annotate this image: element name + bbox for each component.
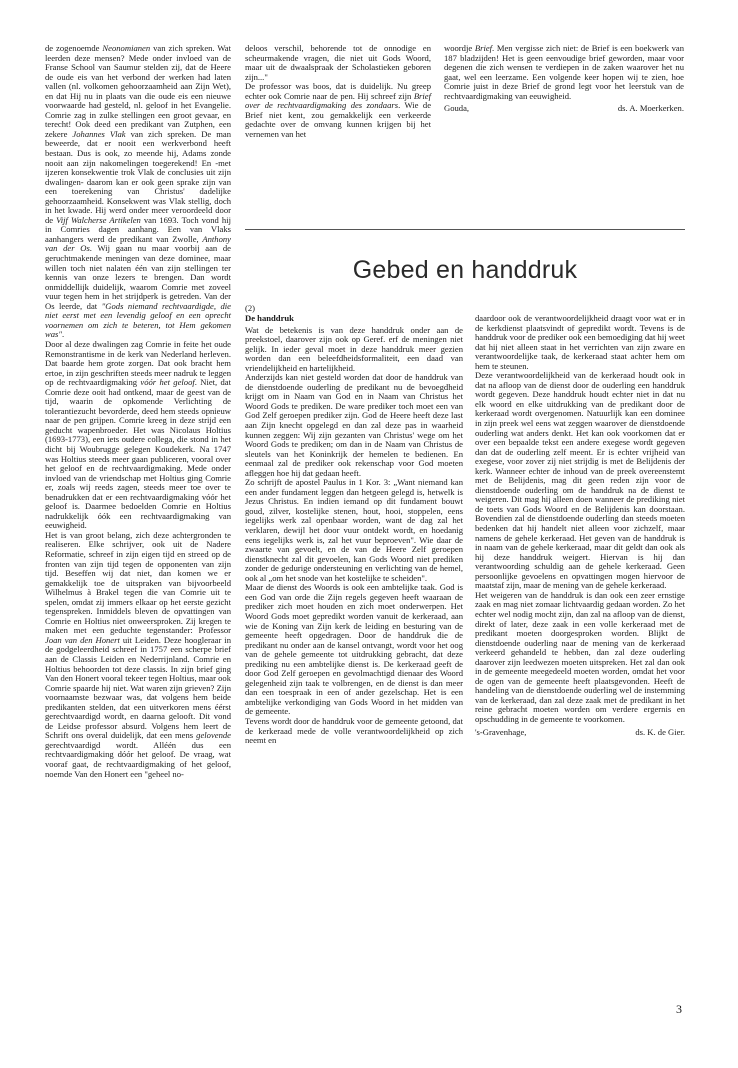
text-run: . Wie de Brief niet kent, zou gemakkelijk een verkeerde gedachte over de omvang kunnen krijgen bij het vernemen van het [245, 100, 432, 139]
column-4-body [245, 326, 463, 746]
text-run: Wat de betekenis is van deze handdruk onder aan de preekstoel, daarover zijn ook op Geref. erf de meningen niet gelijk. In ieder geval moet in deze handdruk meer gezien worden dan een beleefdheidsformaliteit, een daad van vriendelijkheid en hartelijkheid. [245, 324, 463, 373]
paragraph [475, 371, 685, 591]
signature-1 [444, 104, 684, 114]
text-run: . [61, 329, 65, 340]
text-run: Het is van groot belang, zich deze achtergronden te realiseren. Elke schrijver, ook uit de Nadere Reformatie, schreef in zijn eigen tijd en streed op de fronten van zijn tijd tegen de opponenten van zijn tijd. Beseffen wij dat niet, dan komen we er gemakkelijk toe de uitspraken van bijvoorbeeld Wilhelmus à Brakel tegen die van Comrie uit te spelen, omdat zij immers elkaar op het eerste gezicht tegenspreken. Inmiddels bleven de opvattingen van Comrie en Holtius niet onweersproken. Zij kregen te maken met een geduchte tegenstander: Professor [45, 529, 231, 636]
text-run: van zich spreken. Wat leerden deze mensen? Mede onder invloed van de Franse School van Saumur stelden zij, dat de Heere de oude eis van het verbond der werken had laten vallen (nl. volkomen gehoorzaamheid aan Zijn Wet), en dat Hij nu in plaats van die oude eis een nieuwe voorwaarde had gesteld, nl. geloof in het Evangelie. Comrie zag in zulke stellingen een groot gevaar, en terecht! Ook deed een predikant van Zutphen, een zekere [45, 43, 231, 139]
text-run: Zo schrijft de apostel Paulus in 1 Kor. 3: „Want niemand kan een ander fundament leggen dan hetgeen gelegd is, hetwelk is Jezus Christus. En indien iemand op dit fundament bouwt goud, zilver, kostelijke stenen, hout, hooi, stoppelen, eens iegelijks werk zal openbaar worden, want de dag zal het verklaren, dewijl het door vuur ontdekt wordt, en hoedanig eens iegelijks werk is, zal het vuur beproeven". Wie daar de zwaarte van gevoelt, en de van de Heere Zelf geroepen dienstknecht zal dit gevoelen, kan Gods Woord niet prediken zonder de gedurige ondersteuning en verlichting van de hemel, ook al „om het snode van het kostelijke te scheiden". [245, 477, 463, 583]
column-5-body [475, 314, 685, 725]
text-run: . Niet, dat Comrie deze ooit had ontkend, maar de geest van de tijd, waarin de opkomende Verlichting de tolerantiezucht bevorderde, deed hem steeds opnieuw naar de pen grijpen. Comrie kreeg in deze strijd een geducht wapenbroeder. Het was Nicolaus Holtius (1693-1773), een iets oudere collega, die stond in het dicht bij Woubrugge gelegen Koudekerk. Na 1747 was Holtius steeds meer gaan publiceren, vooral over het geloof en de rechtvaardigmaking. Mede onder invloed van de vriendschap met Holtius ging Comrie er, zoals wij reeds zagen, steeds meer toe over te benadrukken dat er een rechtvaardigmaking vóór het geloof is. Daarmee bedoelden Comrie en Holtius nadrukkelijk óók een rechtvaardigmaking van eeuwigheid. [45, 377, 231, 531]
italic-text: Johannes Vlak [72, 128, 126, 139]
signature-2 [475, 728, 685, 738]
paragraph [245, 373, 463, 478]
column-3 [444, 44, 684, 114]
text-run: . Men vergisse zich niet: de Brief is een boekwerk van 187 bladzijden! Het is geen eenvoudige brief geworden, maar voor degenen die zich wensen te verdiepen in de zaken waarover het nu gaat, wel een leerzame. Een volgende keer hopen wij te zien, hoe Comrie juist in deze Brief de grond legt voor het leerstuk van de rechtvaardigmaking van eeuwigheid. [444, 43, 684, 101]
paragraph [45, 531, 231, 779]
text-run: Het weigeren van de handdruk is dan ook een zeer ernstige zaak en mag niet zomaar lichtvaardig gedaan worden. Zo het echter wel nodig mocht zijn, dan zal na afloop van de dienst, direkt of later, deze zaak in een volle kerkeraad met de predikant moeten doorgesproken worden. Blijkt de dienstdoende ouderling naar de mening van de kerkeraad verkeerd gehandeld te hebben, dan zal deze ouderling daarover zijn leedwezen moeten uitspreken. Het zal dan ook in de gemeente meegedeeld moeten worden, omdat het voor de ogen van de gemeente heeft plaatsgevonden. Heeft de handeling van de dienstdoende ouderling wel de instemming van de kerkeraad, dan zal deze zaak met de predikant in het reine gebracht moeten worden om verdere ergernis en opschudding in de gemeente te voorkomen. [475, 589, 685, 724]
article-subhead: De handdruk [245, 313, 294, 323]
article-title: Gebed en handdruk [352, 256, 578, 284]
text-run: deloos verschil, behorende tot de onnodige en scheurmakende vragen, die niet uit Gods Woord, maar uit de dwaalspraak der Scholastieken geboren zijn..." [245, 43, 431, 82]
paragraph [45, 44, 231, 340]
text-run: Anderzijds kan niet gesteld worden dat door de handdruk van de dienstdoende ouderling de predikant nu de bevoegdheid krijgt om in Naam van God en in Naam van Christus het Woord Gods te prediken. De ware prediker toch moet een van God Zelf geroepen prediker zijn. God de Heere heeft deze last aan Zijn knecht opgelegd en dan zal deze pas in waarheid kunnen zeggen: Wij zijn gezanten van Christus' wege om het Woord Gods te prediken; om dan in de Naam van Christus de sleutels van het Koninkrijk der hemelen te bedienen. En eenmaal zal de prediker ook rekenschap voor God moeten afleggen hoe hij dat gedaan heeft. [245, 372, 463, 478]
column-3-body [444, 44, 684, 101]
paragraph [245, 583, 463, 717]
italic-text: Neonomianen [102, 43, 151, 53]
paragraph [475, 591, 685, 725]
signature-2-author: ds. K. de Gier. [635, 726, 685, 737]
text-run: gerechtvaardigd wordt. Alléén dus een rechtvaardigmaking dóór het geloof. De vraag, wat vooraf gaat, de rechtvaardigmaking of het geloof, noemde Van den Honert een "geheel no- [45, 739, 231, 779]
text-run: van zich spreken. De man beweerde, dat er nooit een werkverbond heeft bestaan. Dus is ook, zo meende hij, Adams zonde nooit aan zijn nakomelingen toegerekend! En -met ijzeren konsekwentie trok Vlak de conclusies uit zijn dwalingen- daarom kan er ook geen sprake zijn van een toerekening van Christus' dadelijke gehoorzaamheid. Konsekwent was Vlak stellig, doch in het kwade. Hij werd onder meer veroordeeld door de [45, 128, 231, 225]
paragraph [475, 314, 685, 371]
signature-2-place: 's-Gravenhage, [475, 726, 527, 737]
paragraph [245, 326, 463, 374]
italic-text: vóór het geloof [140, 377, 195, 388]
text-run: de zogenoemde [45, 43, 103, 53]
text-run: uit Leiden. Deze hoogleraar in de godgeleerdheid schreef in 1757 een scherpe brief aan de Classis Leiden en Nederrijnland. Comrie en Holtius behoorden tot deze classis. In zijn brief ging Van den Honert vooral tekeer tegen Holtius, maar ook Comrie spaarde hij niet. Wat waren zijn grieven? Zijn voornaamste bezwaar was, dat volgens hem beide predikanten stelden, dat een uitverkoren mens éérst gerechtvaardigd wordt, en daarna gelooft. Dit vond de Leidse professor absurd. Volgens hem leert de Schrift ons overal duidelijk, dat een mens [45, 634, 231, 741]
paragraph [245, 717, 463, 746]
italic-text: Brief over de rechtvaardigmaking des zondaars [245, 90, 431, 111]
column-5 [475, 314, 685, 737]
italic-text: Joan van den Honert [45, 634, 120, 645]
text-run: . Wij gaan nu maar voorbij aan de geruchtmakende meningen van deze dominee, maar willen toch niet nalaten één van zijn stellingen ter kennis van onze lezers te brengen. Dan wordt onmiddellijk duidelijk, waarom Comrie met zoveel vuur tegen hem in het strijdperk is getreden. Van der Os leerde, dat [45, 243, 231, 311]
text-run: Maar de dienst des Woords is ook een ambtelijke taak. God is een God van orde die Zijn regels gegeven heeft waaraan de prediker zich moet houden en zich moet onderwerpen. Het Woord Gods moet gepredikt worden vanuit de kerkeraad, aan wie de Koning van Zijn kerk de leiding en besturing van de gemeente heeft opgedragen. Door de handdruk die de predikant nu onder aan de kansel ontvangt, wordt voor het oog van de gehele gemeente tot uitdrukking gebracht, dat deze prediking nu een ambtelijke dienst is. De kerkeraad geeft de door God Zelf geroepen en gevolmachtigd dienaar des Woord gelegenheid zijn taak te volbrengen, en de dienst is dan meer dan een toespraak in een of ander gezelschap. Het is een ambtelijke verkondiging van Gods Woord in het midden van de gemeente. [245, 582, 463, 717]
italic-text: Anthony van der Os [45, 233, 231, 254]
text-run: woordje [444, 43, 475, 53]
text-run: van 1693. Toch vond hij in Comries dagen aanhang. Een van Vlaks aanhangers werd de predikant van Zwolle, [45, 214, 231, 244]
column-1 [45, 44, 231, 779]
signature-1-place: Gouda, [444, 103, 470, 114]
paragraph [245, 82, 431, 139]
column-2 [245, 44, 431, 139]
paragraph [245, 478, 463, 583]
italic-text: Brief [474, 43, 493, 53]
paragraph [245, 44, 431, 82]
text-run: Door al deze dwalingen zag Comrie in feite het oude Remonstrantisme in de kerk van Nederland herleven. Dat baarde hem grote zorgen. Dat ook bracht hem ertoe, in zijn geschriften steeds meer nadruk te leggen op de rechtvaardigmaking [45, 338, 231, 388]
text-run: De professor was boos, dat is duidelijk. Nu greep echter ook Comrie naar de pen. Hij schreef zijn [245, 81, 431, 101]
italic-text: gelovende [196, 730, 231, 741]
italic-text: Vijf Walcherse Artikelen [56, 214, 141, 225]
italic-text: "Gods niemand rechtvaardigde, die niet eerst met een levendig geloof en een oprecht voornemen om zich te beteren, tot Hem gekomen was" [45, 300, 231, 340]
signature-1-author: ds. A. Moerkerken. [617, 103, 684, 114]
text-run: daardoor ook de verantwoordelijkheid draagt voor wat er in de kerkdienst plaatsvindt of gepredikt wordt. Tevens is de handdruk voor de prediker ook een bemoediging dat hij weet dat hij niet alleen staat in het verrichten van zijn zware en verantwoordelijke taak, de kerkeraad staat achter hem om hem te steunen. [475, 313, 685, 371]
article-part-number: (2) [245, 303, 256, 313]
text-run: Deze verantwoordelijkheid van de kerkeraad houdt ook in dat na afloop van de dienst door de ouderling een handdruk wordt gegeven. Deze handdruk houdt echter niet in dat nu elk woord en elke uitdrukking van de predikant door de kerkeraad wordt overgenomen. Natuurlijk kan een dominee in zijn preek wel eens wat zeggen waarover de dienstdoende ouderling wat anders denkt. Het kan ook voorkomen dat er over een bepaalde tekst een andere exegese wordt gegeven dan dat de ouderling zelf meent. Er is echter vrijheid van exegese, voor zover zij niet strijdig is met de Belijdenis der kerk. Wanneer echter de inhoud van de preek overeenstemt met de Belijdenis, mag dit geen reden zijn voor de dienstdoende ouderling om de handdruk na de dienst te weigeren. Dit mag hij alleen doen wanneer de prediking niet de toets van Gods Woord en de Belijdenis kan doorstaan. Bovendien zal de dienstdoende ouderling dan steeds moeten bedenken dat hij handelt niet alleen voor zichzelf, maar namens de gehele kerkeraad. Het geven van de handdruk is in naam van de gehele kerkeraad, maar dit geldt dan ook als hij deze handdruk weigert. Hiervan is hij dan verantwoording schuldig aan de gehele kerkeraad. Geen persoonlijke gevoelens en opvattingen mogen hiervoor de maatstaf zijn, maar de mening van de gehele kerkeraad. [475, 370, 685, 591]
column-4 [245, 314, 463, 746]
section-divider [245, 229, 685, 230]
paragraph [444, 44, 684, 101]
text-run: Tevens wordt door de handdruk voor de gemeente getoond, dat de kerkeraad mede de volle verantwoordelijkheid op zich neemt en [245, 715, 463, 746]
page-number: 3 [676, 1002, 682, 1016]
paragraph [45, 340, 231, 531]
